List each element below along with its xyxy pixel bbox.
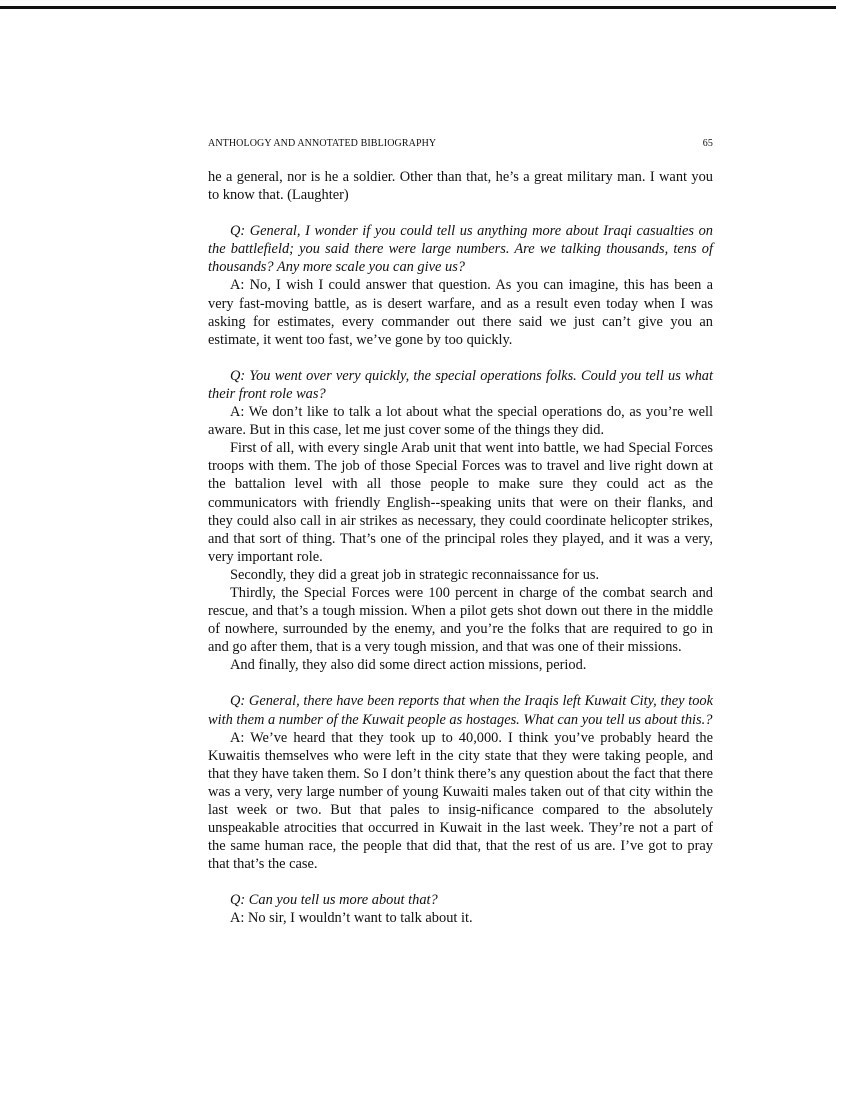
body-text	[208, 168, 713, 928]
paragraph: Thirdly, the Special Forces were 100 percent in charge of the combat search and rescue, and that’s a tough mission. When a pilot gets shot down out there in the middle of nowhere, surrounded by the enemy, and you’re the folks that are required to go in and go after them, that is a very tough mission, and that was one of their missions.	[208, 584, 713, 656]
paragraph: First of all, with every single Arab unit that went into battle, we had Special Forces troops with them. The job of those Special Forces was to travel and live right down at the battalion level with all those people to make sure they could act as the communicators with friendly English--speaking units that were on their flanks, and they could also call in air strikes as necessary, they could coordinate helicopter strikes, and that sort of thing. That’s one of the principal roles they played, and it was a very, very important role.	[208, 440, 713, 565]
answer-paragraph: A: No sir, I wouldn’t want to talk about it.	[230, 910, 473, 927]
paragraph: he a general, nor is he a soldier. Other than that, he’s a great military man. I want you to know that. (Laughter)	[208, 169, 713, 204]
question-paragraph: Q: You went over very quickly, the special operations folks. Could you tell us what their front role was?	[208, 367, 713, 402]
top-border-rule	[0, 6, 836, 9]
running-title: ANTHOLOGY AND ANNOTATED BIBLIOGRAPHY	[208, 138, 437, 149]
answer-paragraph: A: No, I wish I could answer that question. As you can imagine, this has been a very fast-moving battle, as is desert warfare, and as a result even today when I was asking for estimates, every commander out there said we just can’t give you an estimate, it went too fast, we’ve gone by too quickly.	[208, 277, 713, 348]
paragraph: Secondly, they did a great job in strategic reconnaissance for us.	[230, 566, 600, 583]
question-paragraph: Q: General, there have been reports that when the Iraqis left Kuwait City, they took with them a number of the Kuwait people as hostages. What can you tell us about this.?	[208, 693, 713, 728]
answer-paragraph: A: We’ve heard that they took up to 40,000. I think you’ve probably heard the Kuwaitis themselves who were left in the city state that they were taking people, and that they have taken them. So I don’t think there’s any question about the fact that there was a very, very large number of young Kuwaiti males taken out of that city within the last week or two. But that pales to insig-nificance compared to the absolutely unspeakable atrocities that occurred in Kuwait in the last week. They’re not a part of the same human race, the people that did that, that the rest of us are. I’ve got to pray that that’s the case.	[208, 729, 713, 873]
paragraph: And finally, they also did some direct action missions, period.	[230, 657, 587, 674]
answer-paragraph: A: We don’t like to talk a lot about what the special operations do, as you’re well aware. But in this case, let me just cover some of the things they did.	[208, 404, 713, 439]
page-number: 65	[702, 138, 713, 149]
question-paragraph: Q: Can you tell us more about that?	[230, 892, 438, 909]
question-paragraph: Q: General, I wonder if you could tell us anything more about Iraqi casualties on the battlefield; you said there were large numbers. Are we talking thousands, tens of thousands? Any more scale you can give us?	[208, 223, 713, 276]
